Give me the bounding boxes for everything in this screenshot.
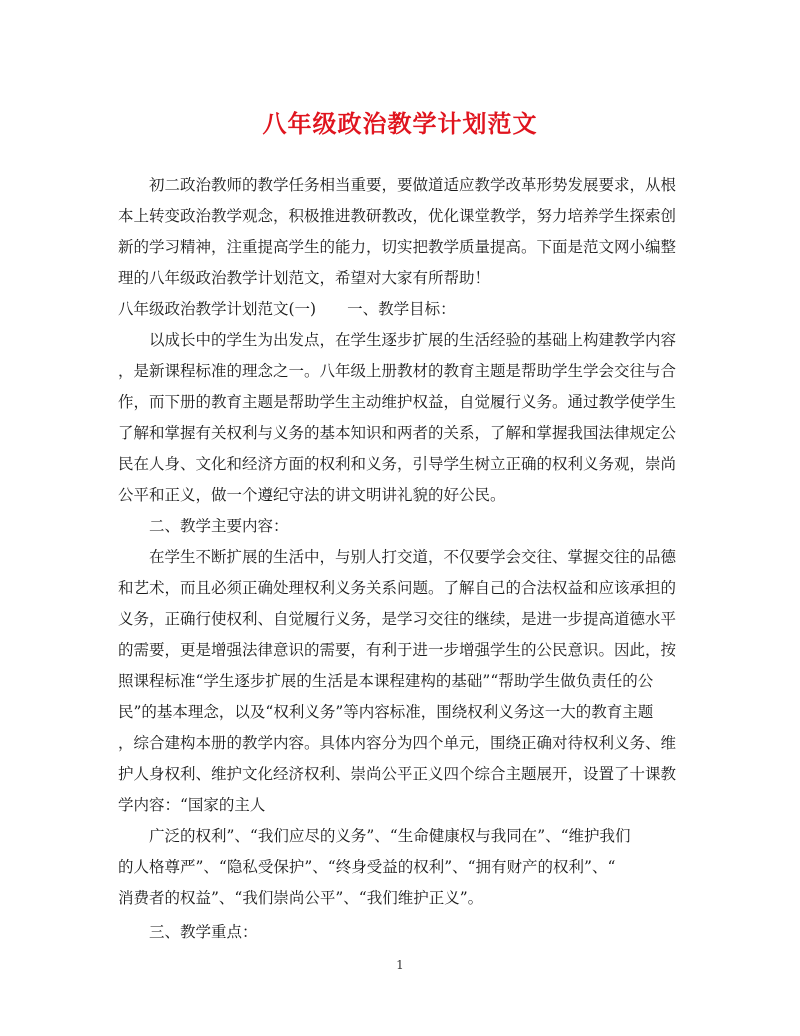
document-title: 八年级政治教学计划范文 xyxy=(262,109,538,138)
body-line: 以成长中的学生为出发点，在学生逐步扩展的生活经验的基础上构建教学内容 xyxy=(118,331,677,349)
body-line: 民”的基本理念，以及“权利义务”等内容标准，围绕权利义务这一大的教育主题 xyxy=(118,703,654,721)
document-body xyxy=(118,170,684,948)
body-line: 义务，正确行使权利、自觉履行义务，是学习交往的继续，是进一步提高道德水平 xyxy=(118,610,677,628)
body-line: 在学生不断扩展的生活中，与别人打交道，不仅要学会交往、掌握交往的品德 xyxy=(118,548,677,566)
body-line: 照课程标准“学生逐步扩展的生活是本课程建构的基础”“帮助学生做负责任的公 xyxy=(118,672,654,690)
body-line: 护人身权利、维护文化经济权利、崇尚公平正义四个综合主题展开，设置了十课教 xyxy=(118,765,677,783)
body-line: 的人格尊严”、“隐私受保护”、“终身受益的权利”、“拥有财产的权利”、“ xyxy=(118,858,616,876)
body-line: 广泛的权利”、“我们应尽的义务”、“生命健康权与我同在”、“维护我们 xyxy=(118,827,631,845)
body-line: 公平和正义，做一个遵纪守法的讲文明讲礼貌的好公民。 xyxy=(118,486,506,504)
body-line: 和艺术，而且必须正确处理权利义务关系问题。了解自己的合法权益和应该承担的 xyxy=(118,579,677,597)
page-number: 1 xyxy=(396,958,404,972)
body-line: 学内容：“国家的主人 xyxy=(118,796,266,814)
body-line: 的需要，更是增强法律意识的需要，有利于进一步增强学生的公民意识。因此，按 xyxy=(118,641,677,659)
body-line: ，综合建构本册的教学内容。具体内容分为四个单元，围绕正确对待权利义务、维 xyxy=(118,734,677,752)
body-line: 民在人身、文化和经济方面的权利和义务，引导学生树立正确的权利义务观，崇尚 xyxy=(118,455,677,473)
body-line: 作，而下册的教育主题是帮助学生主动维护权益，自觉履行义务。通过教学使学生 xyxy=(118,393,677,411)
section-heading: 二、教学主要内容： xyxy=(118,517,289,535)
body-line: ，是新课程标准的理念之一。八年级上册教材的教育主题是帮助学生学会交往与合 xyxy=(118,362,677,380)
body-line: 新的学习精神，注重提高学生的能力，切实把教学质量提高。下面是范文网小编整 xyxy=(118,238,677,256)
body-line: 消费者的权益”、“我们崇尚公平”、“我们维护正义”。 xyxy=(118,889,484,907)
body-line: 本上转变政治教学观念，积极推进教研教改，优化课堂教学，努力培养学生探索创 xyxy=(118,207,677,225)
body-line: 了解和掌握有关权利与义务的基本知识和两者的关系，了解和掌握我国法律规定公 xyxy=(118,424,677,442)
body-line: 理的八年级政治教学计划范文，希望对大家有所帮助！ xyxy=(118,269,491,287)
body-line: 八年级政治教学计划范文(一) 一、教学目标： xyxy=(118,300,456,318)
section-heading: 三、教学重点： xyxy=(118,923,258,941)
body-line: 初二政治教师的教学任务相当重要，要做道适应教学改革形势发展要求，从根 xyxy=(118,176,677,194)
